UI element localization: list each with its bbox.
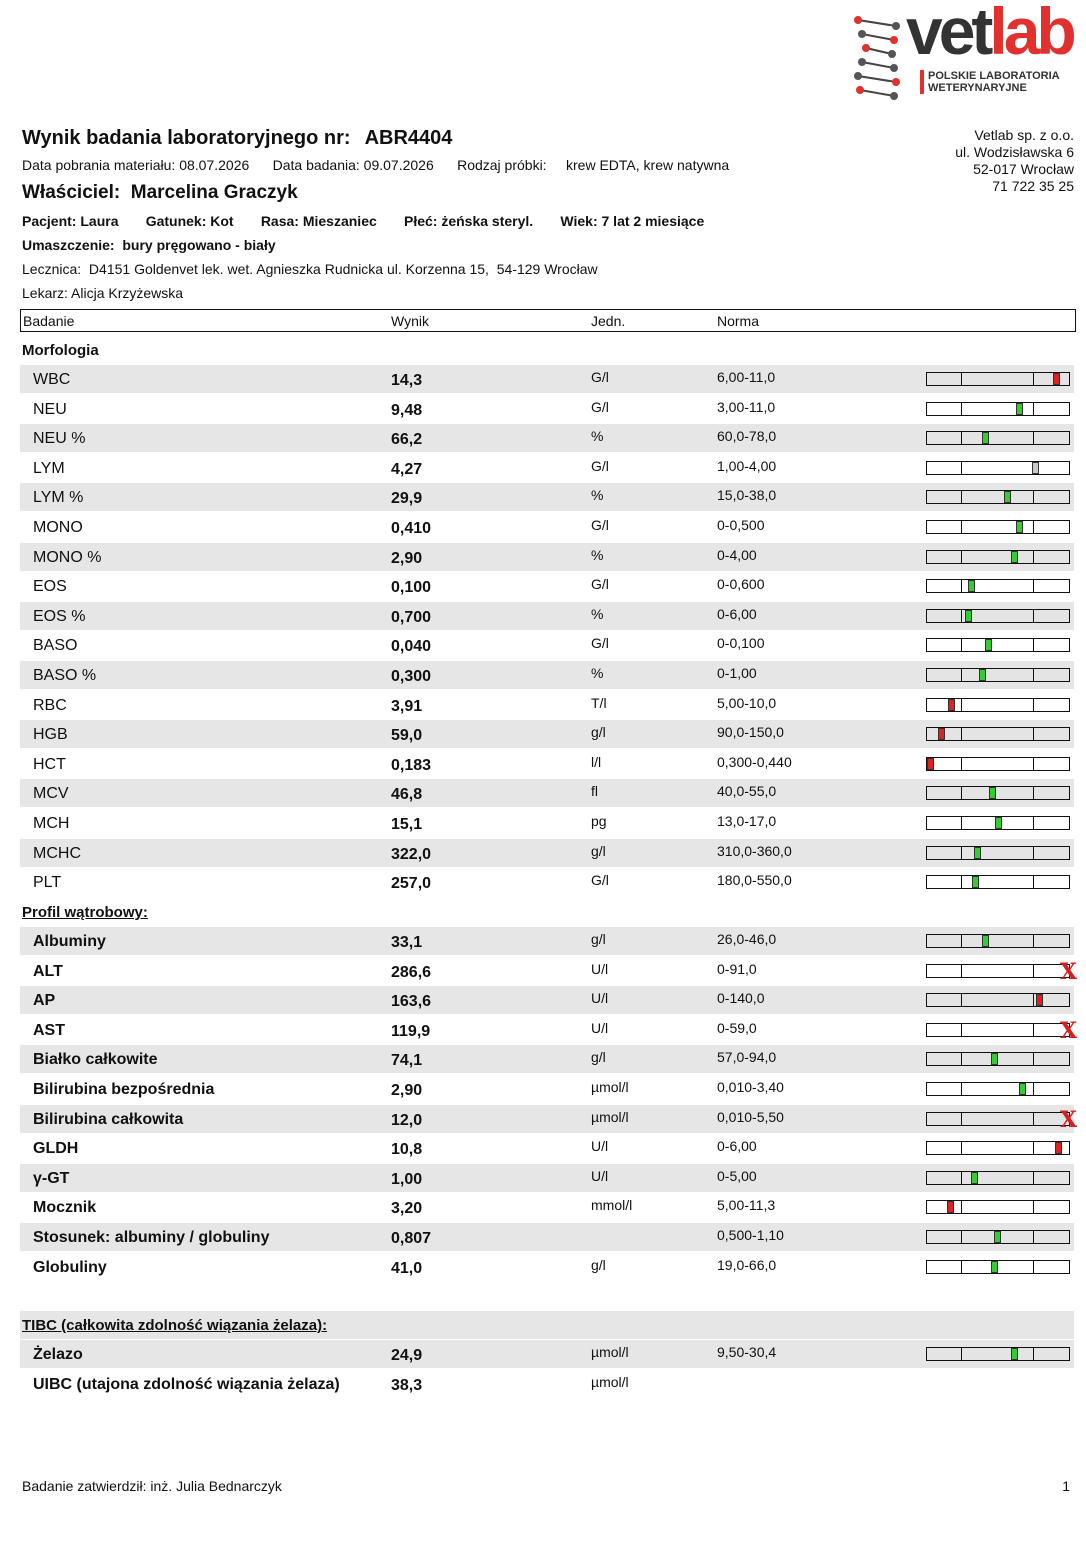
range-bar [926,993,1070,1007]
vetlab-logo [848,0,1080,104]
result-value: 33,1 [391,934,423,951]
result-unit: T/l [591,695,607,711]
range-bar [926,520,1070,534]
test-name: AST [33,1022,65,1039]
result-value: 1,00 [391,1171,423,1188]
table-row [20,424,1074,452]
result-value: 4,27 [391,461,423,478]
range-bar [926,1141,1070,1155]
test-name: Globuliny [33,1259,107,1276]
range-marker [974,847,981,859]
result-value: 10,8 [391,1141,423,1158]
test-name: ALT [33,963,63,980]
table-row [20,1016,1078,1044]
section-liver-profile: Profil wątrobowy: [22,904,148,921]
result-value: 0,300 [391,668,432,685]
result-unit: G/l [591,399,609,415]
range-bar [926,786,1070,800]
result-value: 3,20 [391,1200,423,1217]
range-bar [926,1200,1070,1214]
result-unit: l/l [591,754,602,770]
reference-range: 57,0-94,0 [717,1049,777,1065]
test-name: Żelazo [33,1346,83,1363]
result-value: 286,6 [391,964,432,981]
table-row [20,1164,1074,1192]
reference-range: 19,0-66,0 [717,1257,777,1273]
range-marker [927,758,934,770]
reference-range: 180,0-550,0 [717,872,792,888]
clinic-info: Lecznica: D4151 Goldenvet lek. wet. Agnieszka Rudnicka ul. Korzenna 15, 54-129 Wrocław [22,261,598,277]
result-unit: G/l [591,369,609,385]
reference-range: 0-4,00 [717,547,757,563]
range-bar [926,490,1070,504]
table-row [20,839,1074,867]
test-name: BASO % [33,667,97,684]
reference-range: 5,00-10,0 [717,695,777,711]
range-bar [926,757,1070,771]
reference-range: 0,500-1,10 [717,1227,784,1243]
range-bar [926,1260,1070,1274]
range-bar [926,846,1070,860]
range-marker [948,699,955,711]
range-marker [995,817,1002,829]
approved-by: Badanie zatwierdził: inż. Julia Bednarczyk [22,1478,282,1494]
range-marker [982,935,989,947]
reference-range: 310,0-360,0 [717,843,792,859]
table-row [20,661,1074,689]
logo-subtitle: POLSKIE LABORATORIA WETERYNARYJNE [920,70,1060,94]
range-marker [989,787,996,799]
result-value: 119,9 [391,1023,431,1040]
table-row [20,513,1074,541]
range-marker [1016,521,1023,533]
range-marker [1055,1142,1062,1154]
test-name: EOS % [33,608,86,625]
test-name: Bilirubina bezpośrednia [33,1081,215,1098]
result-unit: % [591,487,604,503]
result-unit: µmol/l [591,1344,629,1360]
result-unit: % [591,547,604,563]
result-unit: % [591,606,604,622]
out-of-range-x-icon: X [1060,1107,1078,1133]
range-bar [926,638,1070,652]
table-row [20,809,1074,837]
range-marker [971,1172,978,1184]
result-value: 163,6 [391,993,432,1010]
range-marker [938,728,945,740]
test-name: Mocznik [33,1199,97,1216]
test-name: Stosunek: albuminy / globuliny [33,1229,270,1246]
test-name: Białko całkowite [33,1051,158,1068]
table-row [20,1340,1074,1368]
table-row [20,1370,1074,1398]
range-marker [979,669,986,681]
test-name: WBC [33,371,71,388]
range-marker [1032,462,1039,474]
logo-wordmark: vetlab [906,0,1073,68]
table-header [20,309,1076,332]
result-value: 38,3 [391,1377,423,1394]
table-row [20,1105,1078,1133]
result-unit: U/l [591,1020,609,1036]
result-unit: G/l [591,458,609,474]
reference-range: 0,010-3,40 [717,1079,784,1095]
result-unit: g/l [591,1257,606,1273]
test-name: MONO % [33,549,102,566]
company-address: Vetlab sp. z o.o. ul. Wodzisławska 6 52-017 Wrocław 71 722 35 25 [955,127,1074,194]
result-unit: g/l [591,724,606,740]
reference-range: 5,00-11,3 [717,1197,776,1213]
result-value: 322,0 [391,846,432,863]
result-unit: G/l [591,872,609,888]
table-row [20,750,1074,778]
table-row [20,957,1078,985]
range-bar [926,1112,1070,1126]
result-value: 0,183 [391,757,432,774]
report-title: Wynik badania laboratoryjnego nr: ABR4404 [22,127,453,149]
sample-meta: Data pobrania materiału: 08.07.2026 Data badania: 09.07.2026 Rodzaj próbki: krew EDTA, krew natywna [22,157,730,173]
result-value: 0,807 [391,1230,432,1247]
test-name: NEU [33,401,67,418]
range-bar [926,816,1070,830]
range-bar [926,579,1070,593]
range-marker [1004,491,1011,503]
result-value: 2,90 [391,1082,423,1099]
range-marker [994,1231,1001,1243]
range-marker [1016,403,1023,415]
result-unit: U/l [591,990,609,1006]
reference-range: 0-6,00 [717,606,757,622]
reference-range: 6,00-11,0 [717,369,776,385]
result-value: 59,0 [391,727,423,744]
out-of-range-x-icon: X [1060,959,1078,985]
result-unit: g/l [591,1049,606,1065]
out-of-range-x-icon: X [1060,1018,1078,1044]
table-row [20,572,1074,600]
test-name: EOS [33,578,67,595]
range-bar [926,1023,1070,1037]
result-value: 74,1 [391,1052,423,1069]
range-marker [1011,551,1018,563]
range-bar [926,1230,1070,1244]
table-row [20,1193,1074,1221]
range-bar [926,402,1070,416]
test-name: HCT [33,756,66,773]
table-row [20,454,1074,482]
range-bar [926,668,1070,682]
range-marker [972,876,979,888]
table-row [20,1075,1074,1103]
col-result: Wynik [391,313,429,329]
test-name: RBC [33,697,67,714]
range-marker [1019,1083,1026,1095]
test-name: PLT [33,874,62,891]
test-name: LYM [33,460,65,477]
test-name: MCV [33,785,69,802]
result-unit: µmol/l [591,1109,629,1125]
reference-range: 90,0-150,0 [717,724,784,740]
report-number: ABR4404 [364,127,453,149]
result-value: 66,2 [391,431,423,448]
range-bar [926,934,1070,948]
result-value: 14,3 [391,372,423,389]
test-name: GLDH [33,1140,79,1157]
reference-range: 0-5,00 [717,1168,757,1184]
range-bar [926,1052,1070,1066]
reference-range: 15,0-38,0 [717,487,777,503]
result-unit: g/l [591,931,606,947]
range-marker [965,610,972,622]
range-marker [1053,373,1060,385]
range-marker [1011,1348,1018,1360]
test-name: BASO [33,637,78,654]
result-unit: U/l [591,1138,609,1154]
range-bar [926,550,1070,564]
range-marker [991,1053,998,1065]
table-row [20,1253,1074,1281]
result-value: 0,700 [391,609,432,626]
reference-range: 1,00-4,00 [717,458,777,474]
table-row [20,631,1074,659]
result-value: 257,0 [391,875,432,892]
table-row [20,483,1074,511]
result-value: 12,0 [391,1112,423,1129]
range-marker [968,580,975,592]
test-name: UIBC (utajona zdolność wiązania żelaza) [33,1376,340,1393]
reference-range: 0-1,00 [717,665,757,681]
result-unit: G/l [591,517,609,533]
result-value: 2,90 [391,550,423,567]
patient-info: Pacjent: Laura Gatunek: Kot Rasa: Mieszaniec Płeć: żeńska steryl. Wiek: 7 lat 2 miesiące [22,213,705,229]
result-unit: fl [591,783,598,799]
table-row [20,1134,1074,1162]
range-bar [926,964,1070,978]
result-value: 0,040 [391,638,432,655]
table-row [20,691,1074,719]
range-bar [926,1347,1070,1361]
reference-range: 0-0,500 [717,517,765,533]
test-name: LYM % [33,489,84,506]
table-row [20,927,1074,955]
result-value: 29,9 [391,490,423,507]
test-name: MONO [33,519,83,536]
range-bar [926,461,1070,475]
col-test: Badanie [23,313,75,329]
reference-range: 0-91,0 [717,961,757,977]
test-name: Albuminy [33,933,106,950]
table-row [20,1045,1074,1073]
reference-range: 9,50-30,4 [717,1344,777,1360]
table-row [20,395,1074,423]
result-unit: µmol/l [591,1079,629,1095]
test-name: HGB [33,726,68,743]
result-value: 0,100 [391,579,432,596]
table-row [20,720,1074,748]
reference-range: 0-6,00 [717,1138,757,1154]
table-row [20,986,1074,1014]
test-name: γ-GT [33,1170,70,1187]
range-bar [926,372,1070,386]
reference-range: 40,0-55,0 [717,783,777,799]
result-value: 41,0 [391,1260,423,1277]
table-row [20,779,1074,807]
col-unit: Jedn. [591,313,626,329]
result-unit: G/l [591,576,609,592]
range-bar [926,1171,1070,1185]
range-marker [1036,994,1043,1006]
page-number: 1 [1062,1478,1070,1494]
range-bar [926,1082,1070,1096]
range-marker [991,1261,998,1273]
table-row [20,365,1074,393]
reference-range: 26,0-46,0 [717,931,777,947]
result-value: 3,91 [391,698,423,715]
result-unit: U/l [591,1168,609,1184]
range-bar [926,431,1070,445]
result-unit: g/l [591,843,606,859]
reference-range: 3,00-11,0 [717,399,776,415]
range-marker [982,432,989,444]
section-tibc: TIBC (całkowita zdolność wiązania żelaza): [22,1317,328,1334]
test-name: Bilirubina całkowita [33,1111,184,1128]
result-unit: mmol/l [591,1197,633,1213]
section-morphology: Morfologia [22,342,99,359]
table-row [20,543,1074,571]
range-marker [947,1201,954,1213]
reference-range: 0,300-0,440 [717,754,792,770]
reference-range: 0-59,0 [717,1020,757,1036]
result-value: 9,48 [391,402,423,419]
doctor-info: Lekarz: Alicja Krzyżewska [22,285,184,301]
result-unit: µmol/l [591,1374,629,1390]
reference-range: 0-140,0 [717,990,765,1006]
result-unit: % [591,665,604,681]
test-name: MCH [33,815,70,832]
result-unit: G/l [591,635,609,651]
reference-range: 0-0,600 [717,576,765,592]
reference-range: 60,0-78,0 [717,428,777,444]
test-name: MCHC [33,845,81,862]
dna-helix-icon [848,10,908,102]
table-row [20,1223,1074,1251]
test-name: NEU % [33,430,86,447]
table-row [20,868,1074,896]
reference-range: 0-0,100 [717,635,765,651]
reference-range: 13,0-17,0 [717,813,777,829]
col-norm: Norma [717,313,760,329]
range-bar [926,727,1070,741]
result-unit: U/l [591,961,609,977]
owner-name: Właściciel: Marcelina Graczyk [22,182,298,203]
result-unit: pg [591,813,607,829]
test-name: AP [33,992,56,1009]
coat-info: Umaszczenie: bury pręgowano - biały [22,237,276,253]
reference-range: 0,010-5,50 [717,1109,784,1125]
result-value: 15,1 [391,816,423,833]
result-unit: % [591,428,604,444]
result-value: 24,9 [391,1347,423,1364]
range-bar [926,698,1070,712]
range-bar [926,875,1070,889]
result-value: 0,410 [391,520,432,537]
range-marker [985,639,992,651]
result-value: 46,8 [391,786,423,803]
table-row [20,602,1074,630]
range-bar [926,609,1070,623]
